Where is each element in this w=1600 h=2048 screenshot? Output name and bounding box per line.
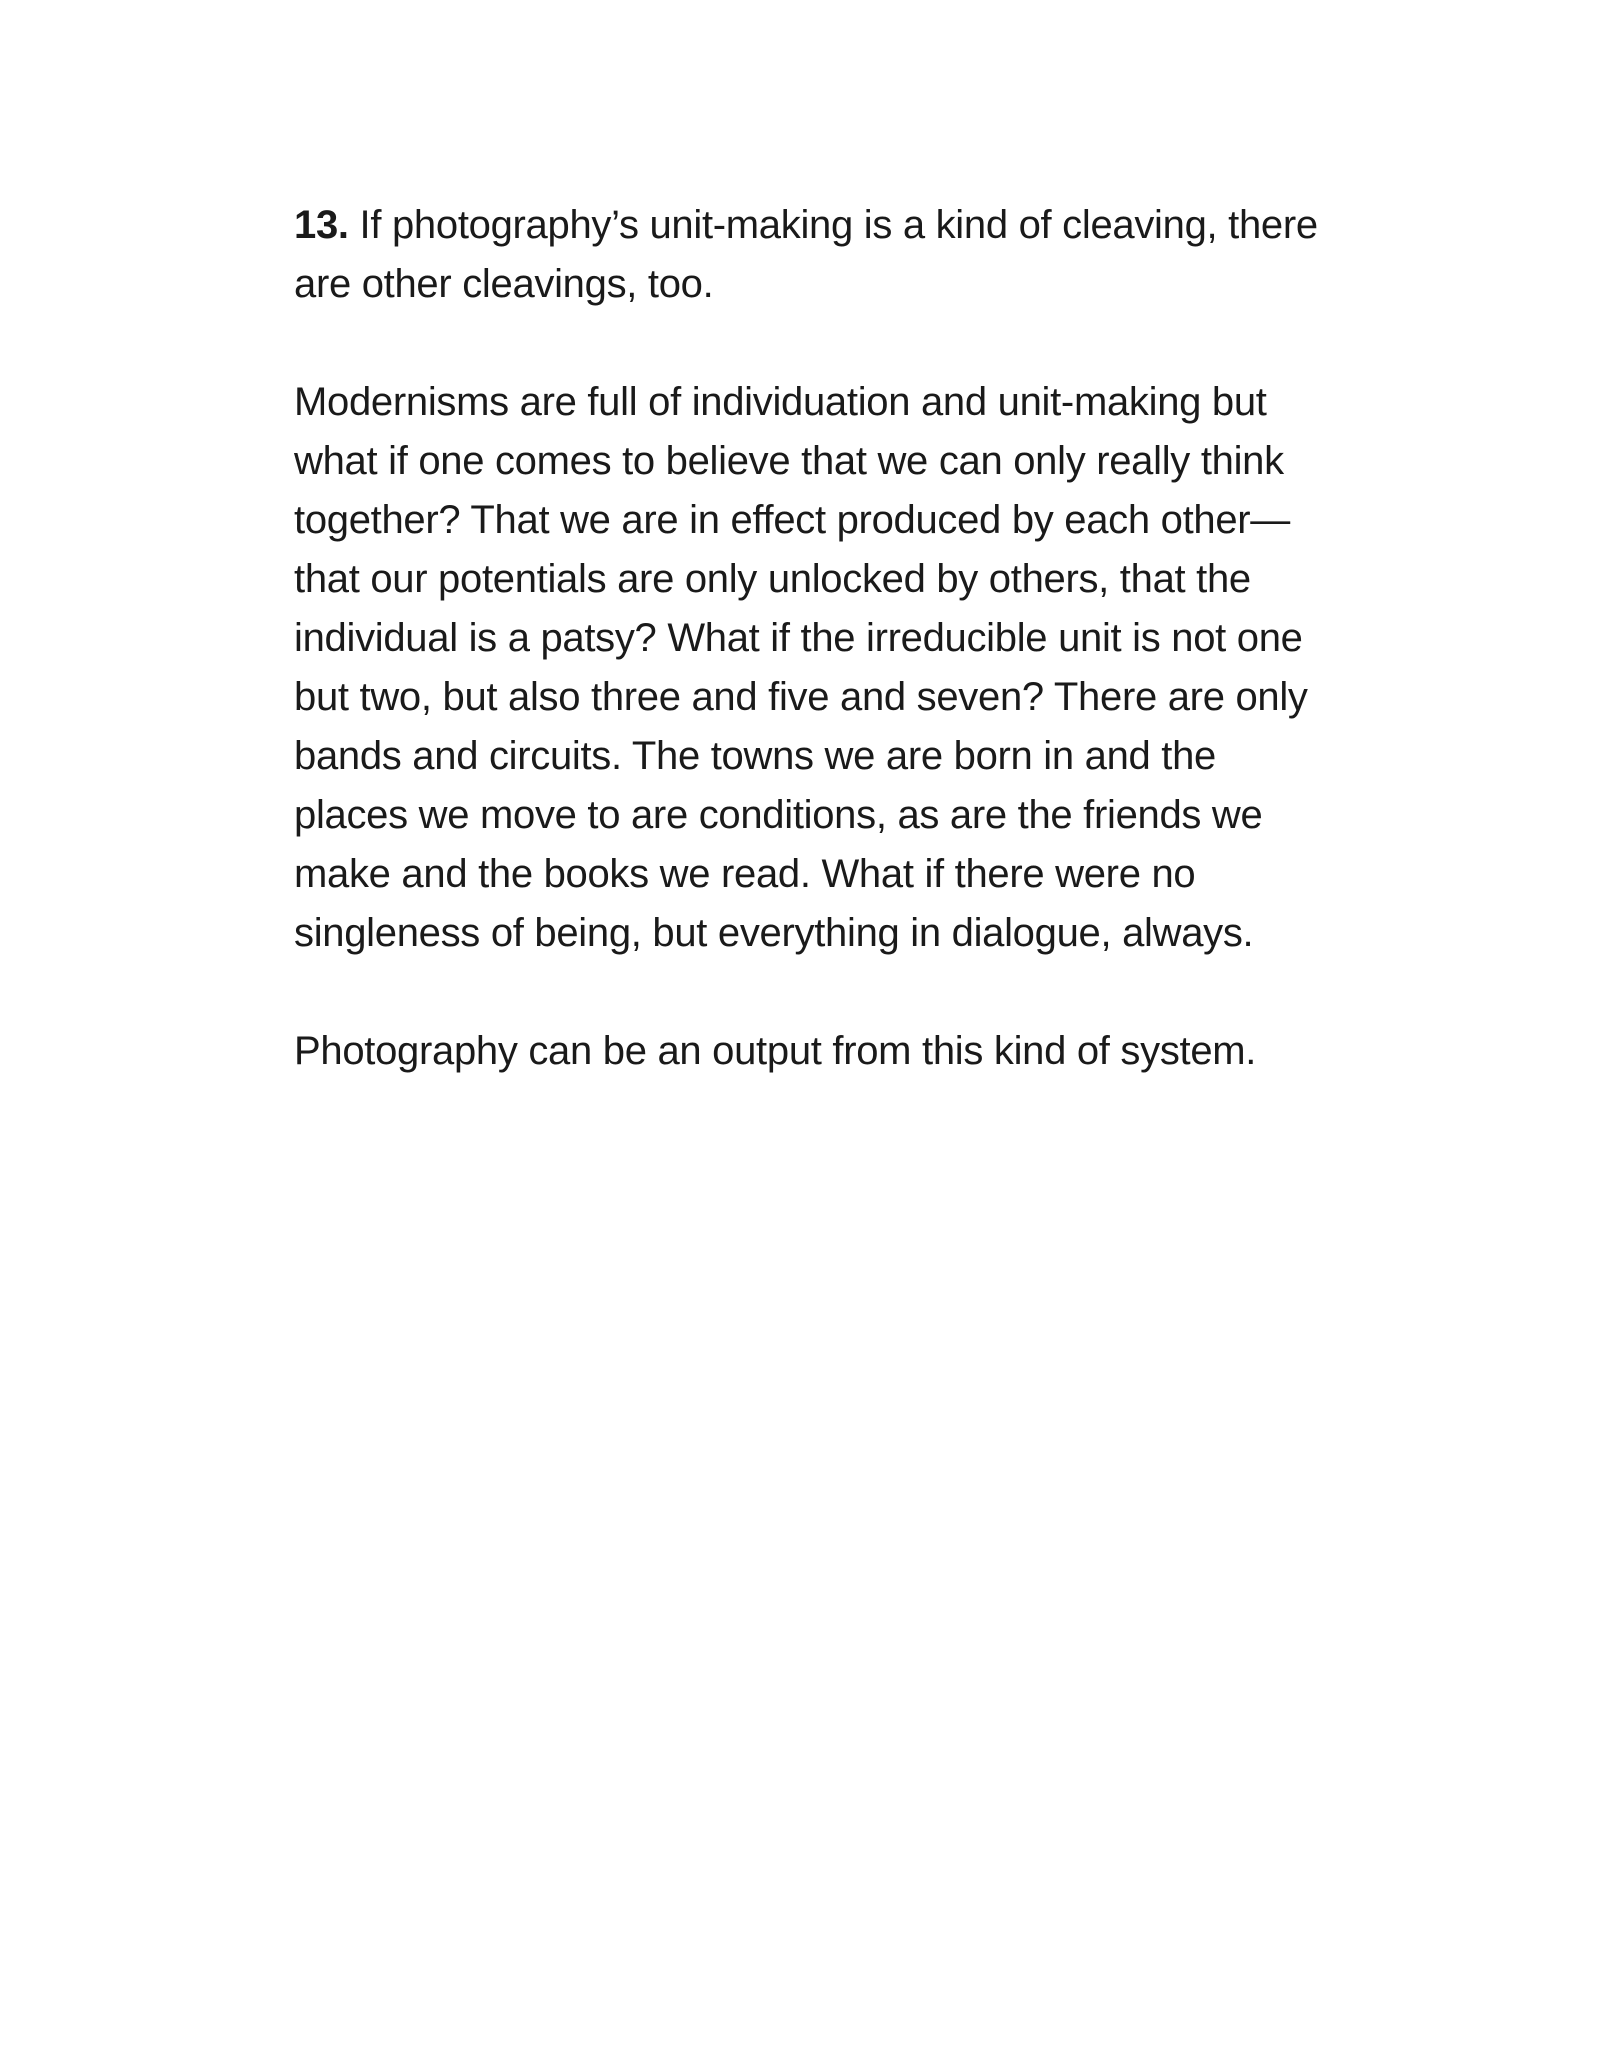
section-number: 13. [294,203,349,247]
paragraph-2: Modernisms are full of individuation and unit-making but what if one comes to believe that we can only really think together? That we are in effect produced by each other—that our potentials are only unlocked by others, that the individual is a patsy? What if the irreducible unit is not one but two, but also three and five and seven? There are only bands and circuits. The towns we are born in and the places we move to are conditions, as are the friends we make and the books we read. What if there were no singleness of being, but everything in dialogue, always. [294,380,1308,955]
document-body [294,196,1334,1081]
paragraph-3: Photography can be an output from this kind of system. [294,1029,1257,1073]
paragraph-1 [294,196,1334,314]
paragraph-1-text: If photography’s unit-making is a kind of cleaving, there are other cleavings, too. [294,203,1318,306]
